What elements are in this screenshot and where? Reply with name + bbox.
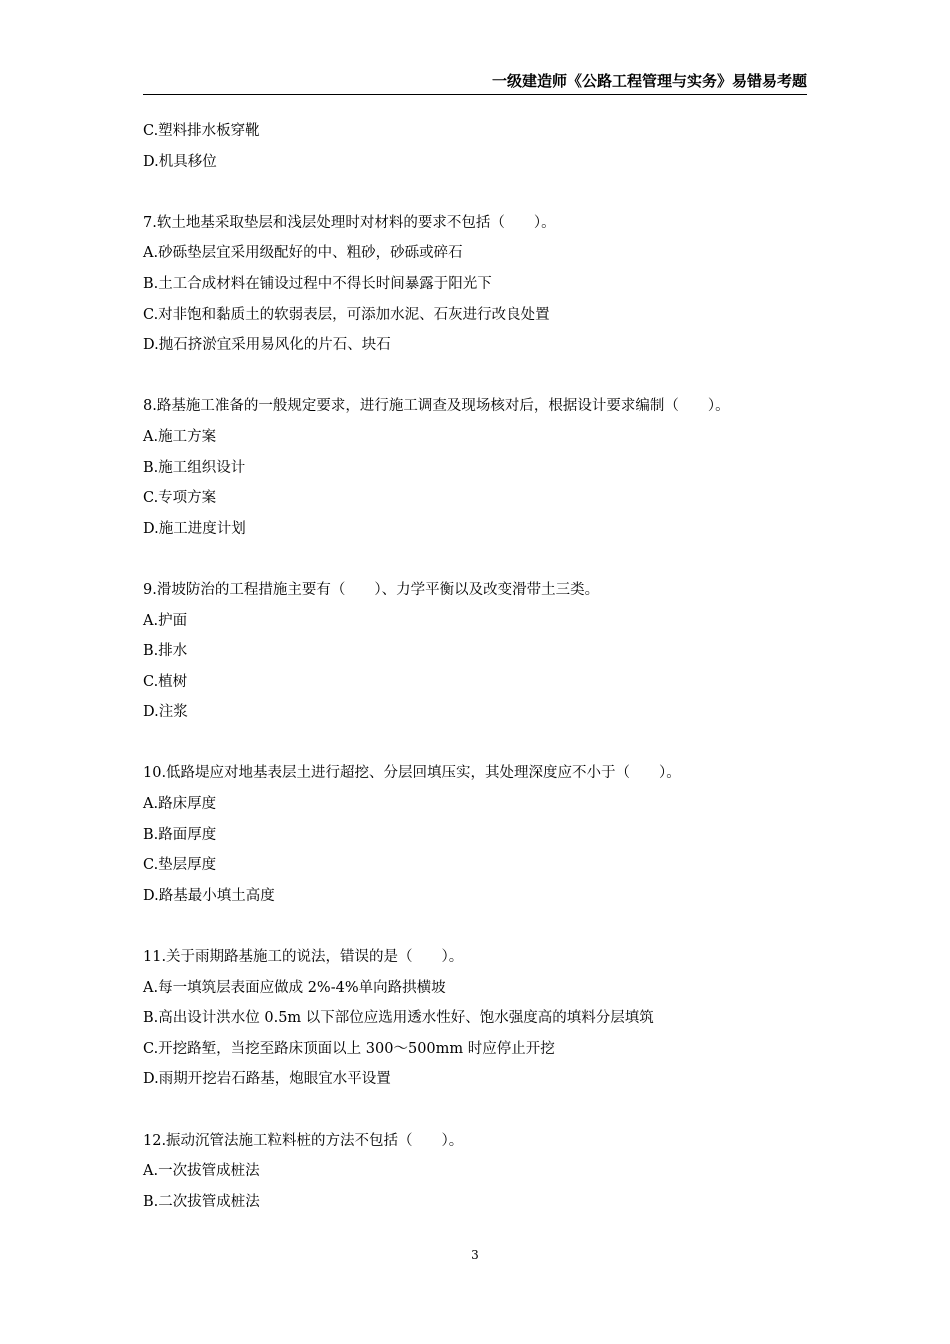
option-text: D.注浆 [143, 704, 188, 721]
page-footer [0, 1248, 950, 1262]
option-text: A.一次拔管成桩法 [143, 1163, 260, 1180]
option-text: B.施工组织设计 [143, 459, 246, 476]
spacer [143, 177, 813, 208]
question-text: 12.振动沉管法施工粒料桩的方法不包括（ ）。 [143, 1132, 464, 1149]
question-text: 11.关于雨期路基施工的说法，错误的是（ ）。 [143, 949, 464, 966]
option-text: A.路床厚度 [143, 796, 217, 813]
question-text: 9.滑坡防治的工程措施主要有（ ）、力学平衡以及改变滑带土三类。 [143, 581, 600, 598]
question-content [143, 116, 813, 1217]
option-text: A.砂砾垫层宜采用级配好的中、粗砂，砂砾或碎石 [143, 245, 463, 262]
option-text: C.植树 [143, 673, 188, 690]
option-text: B.二次拔管成桩法 [143, 1193, 260, 1210]
option-text: A.施工方案 [143, 428, 217, 445]
spacer [143, 728, 813, 759]
spacer [143, 911, 813, 942]
option-text: B.土工合成材料在铺设过程中不得长时间暴露于阳光下 [143, 275, 492, 292]
option-text: C.开挖路堑，当挖至路床顶面以上 300～500mm 时应停止开挖 [143, 1040, 555, 1057]
option-text: D.机具移位 [143, 153, 217, 170]
question-text: 7.软土地基采取垫层和浅层处理时对材料的要求不包括（ ）。 [143, 214, 556, 231]
option-text: A.护面 [143, 612, 188, 629]
option-text: D.雨期开挖岩石路基，炮眼宜水平设置 [143, 1071, 391, 1088]
page-number: 3 [471, 1248, 479, 1262]
option-text: C.塑料排水板穿靴 [143, 123, 260, 139]
question-text: 8.路基施工准备的一般规定要求，进行施工调查及现场核对后，根据设计要求编制（ ）。 [143, 398, 730, 415]
option-text: B.高出设计洪水位 0.5m 以下部位应选用透水性好、饱水强度高的填料分层填筑 [143, 1010, 654, 1027]
option-text: D.路基最小填土高度 [143, 887, 275, 904]
document-title: 一级建造师《公路工程管理与实务》易错易考题 [491, 72, 807, 90]
option-text: C.专项方案 [143, 490, 217, 507]
option-text: D.施工进度计划 [143, 520, 246, 537]
page-header [143, 66, 807, 95]
question-text: 10.低路堤应对地基表层土进行超挖、分层回填压实，其处理深度应不小于（ ）。 [143, 765, 681, 782]
option-text: B.路面厚度 [143, 826, 217, 843]
option-text: D.抛石挤淤宜采用易风化的片石、块石 [143, 337, 391, 354]
option-text: C.垫层厚度 [143, 857, 217, 874]
option-text: C.对非饱和黏质土的软弱表层，可添加水泥、石灰进行改良处置 [143, 306, 550, 323]
spacer [143, 1095, 813, 1126]
option-text: A.每一填筑层表面应做成 2%-4%单向路拱横坡 [143, 979, 446, 996]
spacer [143, 361, 813, 392]
spacer [143, 544, 813, 575]
option-text: B.排水 [143, 643, 188, 660]
